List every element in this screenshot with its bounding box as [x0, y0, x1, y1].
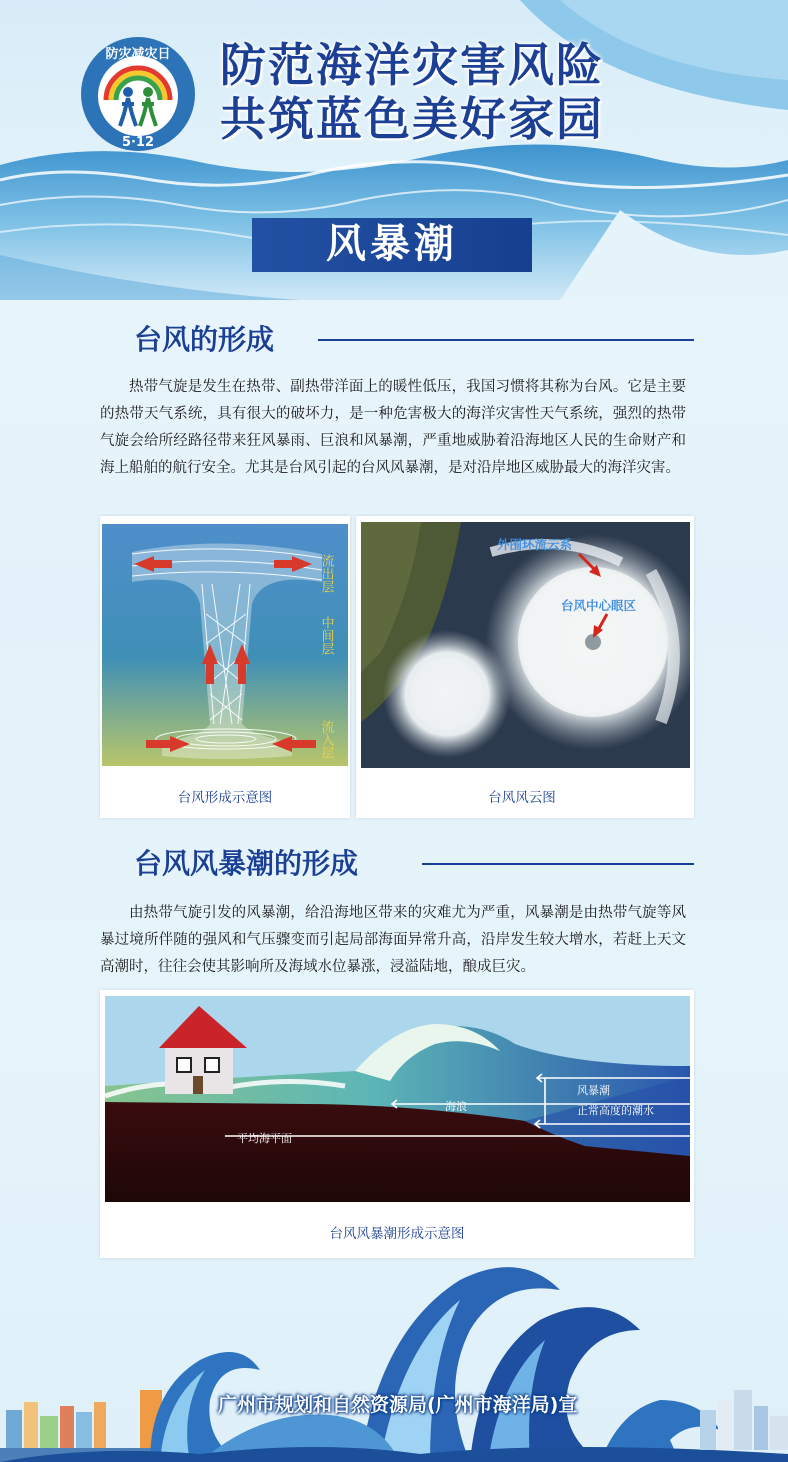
label-eye: 台风中心眼区 [561, 598, 637, 613]
label-normal-tide: 正常高度的潮水 [577, 1104, 654, 1117]
label-mean-sea-level: 平均海平面 [237, 1132, 292, 1145]
label-outer-cloud: 外围环流云系 [497, 537, 573, 552]
typhoon-formation-diagram [102, 524, 348, 766]
page-title [220, 38, 604, 146]
label-storm-surge: 风暴潮 [577, 1084, 610, 1097]
typhoon-satellite-image [361, 522, 690, 768]
section1-body: 热带气旋是发生在热带、副热带洋面上的暖性低压，我国习惯将其称为台风。它是主要的热带天气系统，具有很大的破坏力，是一种危害极大的海洋灾害性天气系统，强烈的热带气旋会给所经路径带来狂风暴雨、巨浪和风暴潮，严重地威胁着沿海地区人民的生命财产和海上船舶的航行安全。尤其是台风引起的台风风暴潮，是对沿岸地区威胁最大的海洋灾害。 [100, 379, 686, 476]
logo-text-top: 防灾减灾日 [105, 47, 171, 62]
city-skyline-right [700, 1390, 788, 1450]
disaster-prevention-day-logo [80, 36, 196, 152]
title-line-1: 防范海洋灾害风险 [220, 38, 604, 92]
footer-publisher: 广州市规划和自然资源局(广州市海洋局)宣 [218, 1394, 578, 1416]
figure3-caption: 台风风暴潮形成示意图 [329, 1226, 465, 1242]
layer-label-outflow: 流出层 [318, 554, 334, 593]
figure1-caption: 台风形成示意图 [177, 790, 273, 806]
storm-surge-diagram [105, 996, 690, 1202]
section1-title-rule [318, 339, 694, 341]
label-wave: 海浪 [445, 1100, 467, 1113]
section1-title: 台风的形成 [134, 323, 275, 356]
figure2-caption: 台风风云图 [488, 790, 556, 806]
section2-body: 由热带气旋引发的风暴潮，给沿海地区带来的灾难尤为严重，风暴潮是由热带气旋等风暴过境所伴随的强风和气压骤变而引起局部海面异常升高，沿岸发生较大增水，若赶上天文高潮时，往往会使其影响所及海域水位暴涨，浸溢陆地，酿成巨灾。 [100, 905, 686, 975]
logo-text-bottom: 5·12 [121, 135, 155, 150]
title-line-2: 共筑蓝色美好家园 [220, 92, 604, 146]
layer-label-middle: 中间层 [318, 616, 334, 655]
layer-label-inflow: 流入层 [318, 720, 334, 759]
footer-wave-city-illustration [0, 1240, 788, 1462]
topic-banner-text: 风暴潮 [326, 221, 458, 267]
section2-title: 台风风暴潮的形成 [134, 847, 359, 880]
section2-title-rule [422, 863, 694, 865]
